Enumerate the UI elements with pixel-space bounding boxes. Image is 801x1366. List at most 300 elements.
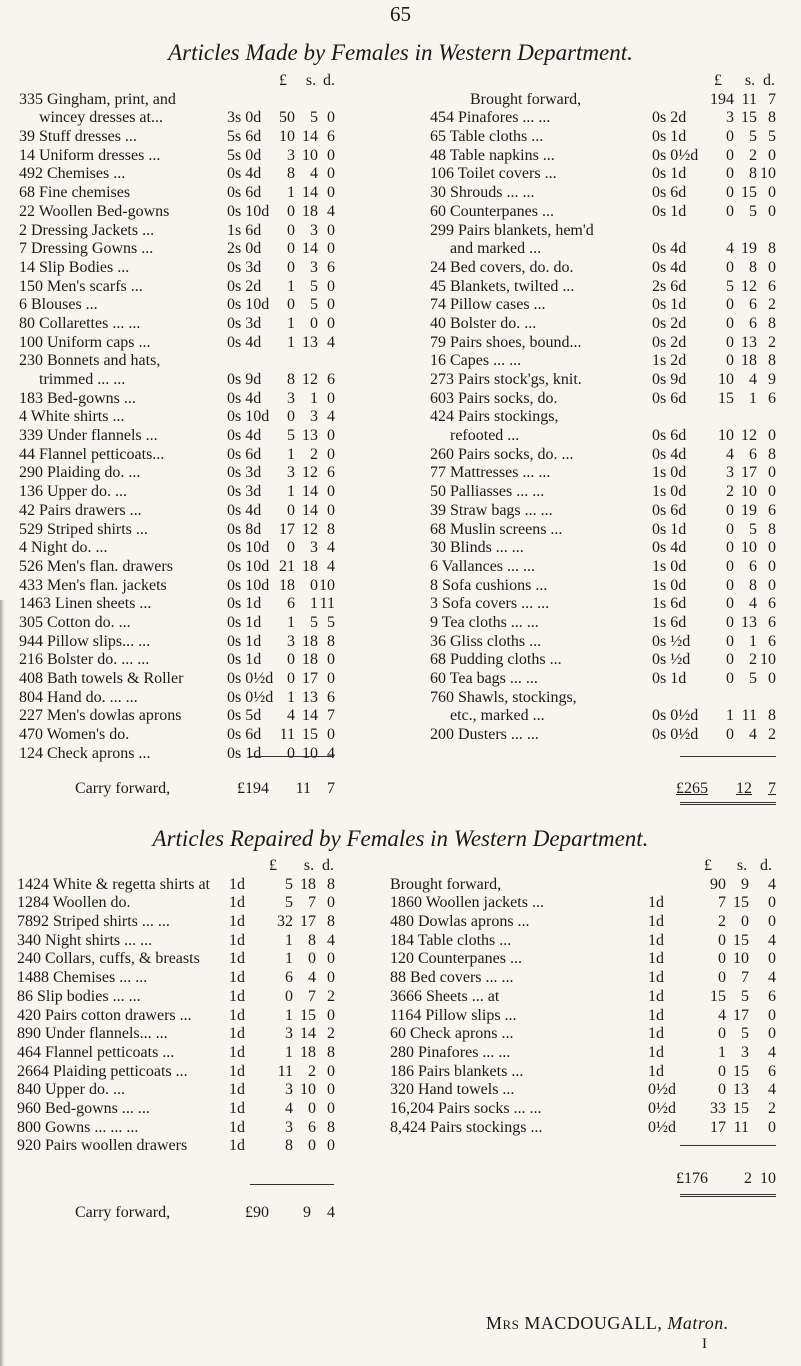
ledger-row: [390, 988, 776, 1007]
amount-pounds: 0: [726, 501, 734, 519]
amount-pounds: 4: [287, 707, 295, 725]
amount-pence: 10: [319, 576, 335, 594]
item-description: 3 Sofa covers ... ...: [430, 595, 550, 613]
matron-signature: [486, 1313, 729, 1334]
amount-pounds: 15: [718, 389, 734, 407]
ledger-row: [19, 222, 335, 241]
ledger-row: [430, 521, 776, 540]
item-rate: 0s 2d: [227, 277, 262, 295]
amount-pence: 4: [327, 408, 335, 426]
item-description: 1424 White & regetta shirts at: [17, 875, 210, 893]
amount-shillings: 6: [749, 314, 757, 332]
item-description: 68 Muslin screens ...: [430, 520, 563, 538]
amount-shillings: 5: [741, 987, 749, 1005]
ledger-row: [19, 614, 335, 633]
amount-pence: 6: [768, 501, 776, 519]
amount-pounds: 1: [287, 314, 295, 332]
amount-pence: 4: [768, 969, 776, 987]
item-rate: 0s 4d: [652, 445, 687, 463]
amount-pence: 4: [327, 744, 335, 762]
amount-pounds: 3: [287, 389, 295, 407]
amount-pounds: 1: [287, 613, 295, 631]
amount-shillings: 13: [302, 333, 318, 351]
amount-shillings: 6: [308, 1118, 316, 1136]
amount-pounds: 1: [285, 950, 293, 968]
item-rate: 1s 0d: [652, 557, 687, 575]
repaired-left-total-rule: [250, 1184, 334, 1185]
made-left-total-rule: [250, 756, 334, 757]
item-description: 526 Men's flan. drawers: [19, 557, 173, 575]
amount-shillings: 15: [741, 109, 757, 127]
column-header: [430, 72, 776, 91]
item-rate: 1s 2d: [652, 352, 687, 370]
amount-shillings: 15: [733, 894, 749, 912]
total-shillings: 2: [744, 1170, 752, 1187]
amount-pounds: 3: [287, 464, 295, 482]
item-rate: 0s 5d: [227, 707, 262, 725]
amount-shillings: 15: [733, 931, 749, 949]
item-rate: 1d: [648, 931, 664, 949]
item-description: 7892 Striped shirts ... ...: [17, 913, 170, 931]
item-rate: 0s 1d: [227, 744, 262, 762]
amount-pounds: 1: [285, 1006, 293, 1024]
amount-pence: 8: [768, 445, 776, 463]
amount-pence: 8: [768, 109, 776, 127]
amount-pounds: 10: [718, 427, 734, 445]
item-rate: 1d: [229, 1006, 245, 1024]
item-rate: 1d: [648, 987, 664, 1005]
ledger-row: [19, 558, 335, 577]
item-rate: 0s 1d: [227, 651, 262, 669]
ledger-row: [430, 128, 776, 147]
item-description: 106 Toilet covers ...: [430, 165, 557, 183]
amount-pounds: 5: [285, 894, 293, 912]
item-rate: 1d: [229, 969, 245, 987]
amount-pounds: 0: [726, 202, 734, 220]
ledger-row: [430, 222, 776, 241]
amount-pence: 0: [768, 483, 776, 501]
amount-shillings: 5: [310, 277, 318, 295]
amount-pence: 6: [768, 389, 776, 407]
amount-shillings: 4: [308, 969, 316, 987]
amount-pounds: 2: [726, 483, 734, 501]
item-description: 16 Capes ... ...: [430, 352, 522, 370]
amount-pence: 0: [768, 670, 776, 687]
item-description: 8,424 Pairs stockings ...: [390, 1118, 543, 1136]
item-description: 1488 Chemises ... ...: [17, 969, 148, 987]
amount-shillings: 3: [310, 408, 318, 426]
item-description: 183 Bed-gowns ...: [19, 389, 136, 407]
amount-shillings: 14: [302, 483, 318, 501]
item-rate: 5s 0d: [227, 146, 262, 164]
ledger-row: [17, 913, 335, 932]
amount-pounds: 4: [726, 445, 734, 463]
item-rate: 0s 0½d: [652, 707, 699, 725]
item-description: 480 Dowlas aprons ...: [390, 913, 530, 931]
ledger-row: [17, 1081, 335, 1100]
ledger-row: [19, 109, 335, 128]
ledger-row: [17, 1137, 335, 1156]
ledger-row: [430, 334, 776, 353]
amount-pounds: 0: [718, 1025, 726, 1043]
item-description: 48 Table napkins ...: [430, 146, 555, 164]
ledger-row: [390, 1119, 776, 1138]
amount-pence: 2: [768, 333, 776, 351]
repaired-section-title: Articles Repaired by Females in Western Department.: [152, 826, 649, 851]
item-rate: 0½d: [648, 1118, 676, 1136]
ledger-row: [390, 1007, 776, 1026]
amount-pounds: 1: [287, 333, 295, 351]
amount-pounds: 11: [279, 726, 295, 744]
ledger-row: [390, 913, 776, 932]
item-description: 80 Collarettes ... ...: [19, 314, 141, 332]
amount-pence: 6: [768, 277, 776, 295]
item-rate: 1d: [229, 875, 245, 893]
ledger-row: [17, 988, 335, 1007]
item-rate: 0s 2d: [652, 314, 687, 332]
ledger-row: [430, 577, 776, 596]
amount-pence: 0: [327, 277, 335, 295]
ledger-row: [390, 1063, 776, 1082]
amount-shillings: 17: [733, 1006, 749, 1024]
item-description: 16,204 Pairs socks ... ...: [390, 1099, 542, 1117]
amount-pounds: 1: [718, 1043, 726, 1061]
ledger-row: [430, 670, 776, 689]
amount-pence: 4: [768, 931, 776, 949]
amount-shillings: 1: [749, 389, 757, 407]
amount-shillings: 0: [310, 576, 318, 594]
amount-pence: 0: [327, 651, 335, 669]
amount-pence: 8: [327, 632, 335, 650]
ledger-row: [430, 502, 776, 521]
amount-shillings: 14: [302, 501, 318, 519]
item-rate: 0s 0½d: [227, 688, 274, 706]
ledger-row: [430, 203, 776, 222]
amount-pence: 2: [768, 726, 776, 744]
amount-pence: 0: [327, 726, 335, 744]
item-description: 260 Pairs socks, do. ...: [430, 445, 574, 463]
amount-shillings: 12: [741, 277, 757, 295]
amount-pounds: 1: [287, 445, 295, 463]
shillings-heading: s.: [305, 72, 317, 89]
item-description: 36 Gliss cloths ...: [430, 632, 542, 650]
ledger-row: [430, 147, 776, 166]
amount-pence: 7: [327, 707, 335, 725]
amount-pounds: 0: [726, 557, 734, 575]
ledger-row: [430, 352, 776, 371]
amount-shillings: 19: [741, 501, 757, 519]
ledger-row: [19, 633, 335, 652]
pence-heading: d.: [322, 857, 334, 874]
ledger-row: [19, 315, 335, 334]
amount-pence: 10: [760, 165, 776, 183]
amount-pounds: 3: [285, 1025, 293, 1043]
amount-shillings: 18: [300, 875, 316, 893]
amount-pounds: 0: [726, 726, 734, 744]
amount-shillings: 2: [749, 651, 757, 669]
amount-shillings: 14: [302, 184, 318, 202]
item-description: 7 Dressing Gowns ...: [19, 240, 154, 258]
item-description: 60 Tea bags ... ...: [430, 670, 538, 687]
amount-shillings: 5: [310, 613, 318, 631]
item-rate: 0s 10d: [227, 576, 270, 594]
ledger-row: [17, 1063, 335, 1082]
item-rate: 1d: [648, 1043, 664, 1061]
amount-pence: 0: [768, 146, 776, 164]
item-description: 79 Pairs shoes, bound...: [430, 333, 582, 351]
amount-shillings: 11: [741, 90, 757, 108]
item-rate: 1d: [648, 969, 664, 987]
item-description: 4 White shirts ...: [19, 408, 125, 426]
amount-pounds: 0: [287, 296, 295, 314]
item-rate: 0s 9d: [652, 371, 687, 388]
amount-shillings: 5: [310, 296, 318, 314]
item-rate: 0s 3d: [227, 258, 262, 276]
amount-shillings: 4: [749, 726, 757, 744]
item-description: 100 Uniform caps ...: [19, 333, 151, 351]
ledger-row: [17, 1007, 335, 1026]
amount-pounds: 10: [718, 371, 734, 388]
ledger-row: [19, 296, 335, 315]
item-description: 9 Tea cloths ... ...: [430, 613, 539, 631]
carry-label: Carry forward,: [75, 780, 171, 797]
item-description: 1463 Linen sheets ...: [19, 595, 152, 613]
ledger-row: [19, 446, 335, 465]
amount-pence: 6: [327, 128, 335, 146]
item-description: 68 Fine chemises: [19, 184, 131, 202]
amount-pence: 8: [768, 352, 776, 370]
amount-pounds: 4: [718, 1006, 726, 1024]
item-description: 960 Bed-gowns ... ...: [17, 1099, 150, 1117]
amount-shillings: 5: [310, 109, 318, 127]
ledger-row: [430, 633, 776, 652]
amount-shillings: 10: [302, 744, 318, 762]
item-rate: 1d: [229, 950, 245, 968]
amount-pounds: 0: [726, 613, 734, 631]
ledger-row: [430, 539, 776, 558]
item-description: 86 Slip bodies ... ...: [17, 987, 141, 1005]
item-rate: 0s 10d: [227, 557, 270, 575]
item-rate: 0s 1d: [227, 632, 262, 650]
carry-pence: 4: [327, 1204, 335, 1221]
item-description: refooted ...: [450, 427, 520, 445]
amount-pence: 0: [327, 221, 335, 239]
item-description: 200 Dusters ... ...: [430, 726, 539, 744]
amount-pounds: 0: [287, 670, 295, 687]
repaired-right-total-double-rule: [680, 1194, 776, 1197]
amount-pence: 8: [768, 240, 776, 258]
made-right-total-double-rule: [680, 802, 776, 805]
amount-pence: 0: [327, 445, 335, 463]
amount-shillings: 0: [308, 1137, 316, 1155]
amount-pence: 8: [768, 520, 776, 538]
signature-prefix: Mrs: [486, 1313, 520, 1333]
brought-forward-label: Brought forward,: [470, 90, 582, 108]
amount-shillings: 10: [302, 146, 318, 164]
amount-pence: 0: [327, 389, 335, 407]
item-rate: 0s 10d: [227, 296, 270, 314]
amount-pounds: 15: [710, 987, 726, 1005]
item-description: 40 Bolster do. ...: [430, 314, 537, 332]
amount-pence: 0: [327, 1137, 335, 1155]
item-rate: 0s 3d: [227, 314, 262, 332]
ledger-row: [19, 539, 335, 558]
amount-pence: 10: [760, 651, 776, 669]
item-rate: 1s 0d: [652, 483, 687, 501]
item-rate: 0s 6d: [652, 389, 687, 407]
amount-pounds: 1: [287, 688, 295, 706]
amount-pence: 0: [327, 165, 335, 183]
amount-pounds: 0: [726, 165, 734, 183]
ledger-row: [430, 446, 776, 465]
item-rate: 1s 6d: [227, 221, 262, 239]
carry-pounds: £90: [245, 1204, 269, 1221]
item-description: 944 Pillow slips... ...: [19, 632, 151, 650]
amount-pence: 2: [768, 296, 776, 314]
amount-pence: 0: [327, 240, 335, 258]
item-rate: 0s 10d: [227, 202, 270, 220]
item-description: 227 Men's dowlas aprons: [19, 707, 182, 725]
amount-pounds: 17: [279, 520, 295, 538]
ledger-row: [19, 259, 335, 278]
ledger-row: [19, 278, 335, 297]
item-rate: 5s 6d: [227, 128, 262, 146]
amount-pounds: 5: [285, 875, 293, 893]
item-description: 3666 Sheets ... at: [390, 987, 500, 1005]
ledger-row: [430, 651, 776, 670]
ledger-row: [430, 558, 776, 577]
item-description: 290 Plaiding do. ...: [19, 464, 141, 482]
item-description: 920 Pairs woollen drawers: [17, 1137, 188, 1155]
item-description: 340 Night shirts ... ...: [17, 931, 153, 949]
amount-pounds: 0: [285, 987, 293, 1005]
amount-pence: 0: [327, 1006, 335, 1024]
item-rate: 1d: [648, 1006, 664, 1024]
ledger-row: [19, 670, 335, 689]
amount-pounds: 5: [287, 427, 295, 445]
brought-forward-label: Brought forward,: [390, 875, 502, 893]
amount-shillings: 14: [300, 1025, 316, 1043]
ledger-row: [430, 427, 776, 446]
amount-shillings: 0: [308, 1099, 316, 1117]
item-description: 30 Shrouds ... ...: [430, 184, 535, 202]
made-left-column: [19, 72, 335, 763]
item-description: 88 Bed covers ... ...: [390, 969, 514, 987]
item-rate: 2s 0d: [227, 240, 262, 258]
amount-pounds: 5: [726, 277, 734, 295]
amount-pence: 5: [327, 613, 335, 631]
amount-pence: 0: [327, 483, 335, 501]
amount-pence: 0: [327, 1099, 335, 1117]
item-rate: 0s 6d: [652, 184, 687, 202]
amount-pence: 0: [327, 109, 335, 127]
item-rate: 1d: [229, 894, 245, 912]
amount-shillings: 4: [310, 165, 318, 183]
amount-pence: 0: [768, 1118, 776, 1136]
shillings-heading: s.: [736, 857, 748, 874]
amount-pounds: 0: [726, 576, 734, 594]
item-rate: 1s 6d: [652, 595, 687, 613]
item-rate: 0s 1d: [652, 128, 687, 146]
ledger-row: [430, 240, 776, 259]
amount-shillings: 18: [302, 202, 318, 220]
item-description: 150 Men's scarfs ...: [19, 277, 143, 295]
amount-pence: 8: [768, 707, 776, 725]
amount-pence: 8: [768, 314, 776, 332]
amount-pounds: 1: [287, 483, 295, 501]
amount-pounds: 0: [726, 333, 734, 351]
ledger-row: [17, 876, 335, 895]
item-rate: 1d: [229, 1081, 245, 1099]
amount-shillings: 3: [310, 258, 318, 276]
brought-forward-row: [390, 876, 776, 895]
item-rate: 0s 6d: [227, 184, 262, 202]
amount-shillings: 8: [308, 931, 316, 949]
item-description: 492 Chemises ...: [19, 165, 126, 183]
ledger-row: [430, 371, 776, 390]
item-rate: 0s 1d: [227, 595, 262, 613]
ledger-row: [19, 502, 335, 521]
amount-pence: 0: [768, 539, 776, 557]
amount-pence: 0: [327, 969, 335, 987]
amount-pounds: 1: [285, 1043, 293, 1061]
item-rate: 0s 0½d: [652, 726, 699, 744]
item-rate: 0s 10d: [227, 539, 270, 557]
footer-mark: I: [702, 1336, 707, 1352]
item-description: etc., marked ...: [450, 707, 545, 725]
item-rate: 1d: [648, 894, 664, 912]
page-edge-shadow: [0, 600, 5, 1366]
amount-shillings: 7: [308, 894, 316, 912]
amount-pence: 8: [327, 1118, 335, 1136]
amount-pounds: 3: [285, 1118, 293, 1136]
item-description: 804 Hand do. ... ...: [19, 688, 138, 706]
amount-pounds: 32: [277, 913, 293, 931]
amount-pounds: 194: [710, 90, 734, 108]
pounds-heading: £: [269, 857, 277, 874]
carry-shillings: 11: [295, 780, 311, 797]
item-rate: 1s 6d: [652, 613, 687, 631]
amount-shillings: 10: [733, 950, 749, 968]
amount-pence: 6: [768, 613, 776, 631]
amount-shillings: 2: [310, 445, 318, 463]
item-description: 230 Bonnets and hats,: [19, 352, 161, 370]
ledger-row: [390, 1025, 776, 1044]
ledger-row: [19, 240, 335, 259]
ledger-row: [390, 1081, 776, 1100]
amount-pounds: 0: [726, 314, 734, 332]
amount-pence: 6: [768, 987, 776, 1005]
amount-shillings: 9: [741, 875, 749, 893]
item-rate: 0s 4d: [227, 165, 262, 183]
amount-pounds: 0: [718, 969, 726, 987]
amount-shillings: 1: [310, 389, 318, 407]
item-rate: 0s 4d: [652, 258, 687, 276]
item-rate: 0s 4d: [652, 240, 687, 258]
amount-shillings: 17: [300, 913, 316, 931]
item-rate: 0½d: [648, 1099, 676, 1117]
amount-shillings: 5: [741, 1025, 749, 1043]
ledger-row: [17, 1119, 335, 1138]
pounds-heading: £: [714, 72, 722, 89]
amount-pence: 6: [768, 632, 776, 650]
amount-pounds: 4: [726, 240, 734, 258]
amount-pence: 8: [327, 913, 335, 931]
amount-pounds: 0: [287, 651, 295, 669]
amount-pence: 6: [768, 1062, 776, 1080]
amount-pounds: 0: [718, 1081, 726, 1099]
amount-pence: 0: [327, 146, 335, 164]
